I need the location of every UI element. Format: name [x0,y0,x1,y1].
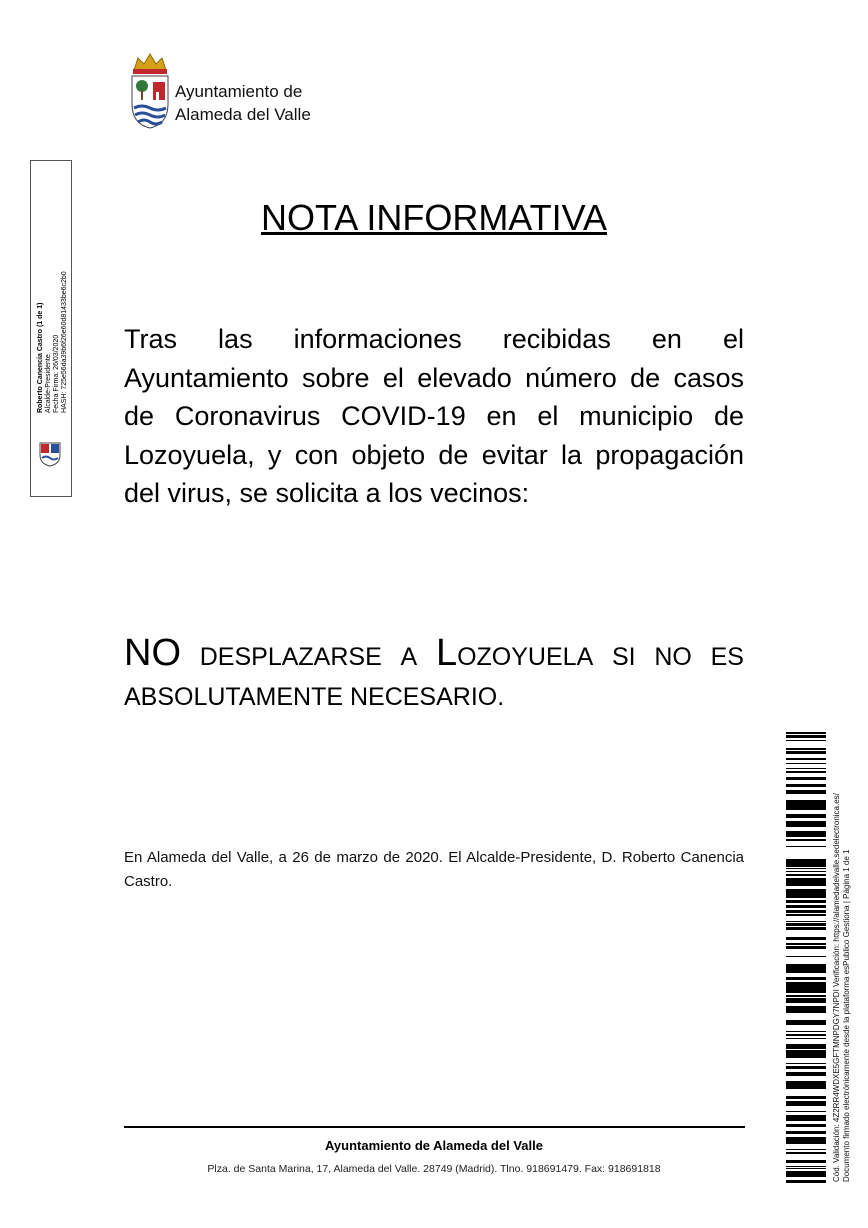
barcode-bar [786,971,826,973]
barcode-bar [786,836,826,837]
footer-address: Plza. de Santa Marina, 17, Alameda del Valle. 28749 (Madrid). Tlno. 918691479. Fax: 918691818 [207,1163,661,1175]
barcode-bar [786,758,826,760]
barcode-bar [786,1034,826,1036]
barcode-bar [786,1142,826,1144]
barcode-bar [786,968,826,971]
barcode-bar [786,1031,826,1032]
barcode-bar [786,929,826,930]
org-name-line2: Alameda del Valle [175,105,311,124]
barcode-bar [786,947,826,949]
barcode-bar [786,1116,826,1118]
barcode-bar [786,1119,826,1121]
barcode-bar [786,800,826,801]
barcode-bar [786,928,826,929]
barcode-bar [786,977,826,978]
organization-name [175,80,311,126]
emphasis-line-2: ABSOLUTAMENTE NECESARIO. [124,683,505,711]
barcode-bar [786,1180,826,1183]
barcode-bar [786,1074,826,1076]
barcode-bar [786,772,826,773]
barcode-bar [786,896,826,898]
barcode-bar [786,1087,826,1089]
barcode-bar [786,1140,826,1142]
barcode-bar [786,748,826,750]
barcode-bar [786,1131,826,1134]
barcode-bar [786,1050,826,1053]
signature-hash: HASH: 725e56da39b6f26e60d81433be6c2b0 [61,271,68,413]
verification-text [832,732,852,1182]
barcode-bar [786,889,826,891]
barcode-bar [786,1104,826,1105]
barcode-bar [786,1063,826,1064]
emphasis-word: A [400,643,418,671]
barcode-bar [786,881,826,884]
barcode-bar [786,1044,826,1046]
barcode-bar [786,824,826,826]
barcode-bar [786,768,826,769]
barcode-bar [786,777,826,780]
barcode-bar [786,814,826,817]
municipal-seal-icon [37,439,63,467]
emphasis-word: NO [124,632,181,674]
barcode-bar [786,878,826,879]
barcode-bar [786,1046,826,1049]
verification-line-2: Documento firmado electrónicamente desde la plataforma esPublico Gestiona | Página 1 de 1 [842,849,851,1182]
barcode-bar [786,1008,826,1011]
barcode-bar [786,1066,826,1069]
closing-statement: En Alameda del Valle, a 26 de marzo de 2020. El Alcalde-Presidente, D. Roberto Canencia Castro. [124,849,744,890]
emphasis-line-1 [124,632,744,682]
validation-barcode [786,732,826,1184]
barcode-bar [786,1101,826,1104]
barcode-bar [786,874,826,876]
barcode-bar [786,978,826,980]
signer-name: Roberto Canencia Castro (1 de 1) [37,302,44,413]
barcode-bar [786,956,826,957]
barcode-bar [786,1166,826,1167]
barcode-bar [786,1174,826,1177]
barcode-bar [786,826,826,827]
barcode-bar [786,834,826,836]
barcode-bar [786,1124,826,1127]
barcode-bar [786,1160,826,1163]
barcode-bar [786,1118,826,1119]
barcode-bar [786,967,826,968]
barcode-bar [786,1081,826,1082]
barcode-bar [786,1173,826,1174]
barcode-bar [786,1001,826,1003]
barcode-bar [786,860,826,862]
verification-line-1: Cód. Validación: 4Z2RR4WDXE5GFTMNPDGY7NPDI Verificación: https://alamedadelvalle.sedelectronica.es/ [832,793,841,1182]
barcode-bar [786,946,826,947]
barcode-bar [786,1139,826,1140]
barcode-bar [786,985,826,988]
body-paragraph: Tras las informaciones recibidas en el Ayuntamiento sobre el elevado número de casos de Coronavirus COVID-19 en el municipio de Lozoyuela, y con objeto de evitar la propagación del virus, se solicita a los vecinos: [124,324,744,508]
barcode-bar [786,817,826,818]
barcode-bar [786,1152,826,1153]
barcode-bar [786,1011,826,1013]
barcode-bar [786,868,826,869]
signature-date: Fecha Firma: 26/03/2020 [53,334,60,413]
barcode-bar [786,771,826,772]
barcode-bar [786,1149,826,1150]
coat-of-arms-icon [128,52,172,130]
barcode-bar [786,1038,826,1039]
barcode-bar [786,964,826,967]
barcode-bar [786,1084,826,1087]
barcode-bar [786,995,826,997]
barcode-bar [786,937,826,940]
barcode-bar [786,740,826,741]
barcode-bar [786,927,826,928]
emphasis-word-lozoyuela [436,632,593,682]
emphasis-word: SI [612,643,636,671]
barcode-bar [786,801,826,804]
barcode-bar [786,891,826,894]
barcode-bar [786,804,826,807]
footer-organization: Ayuntamiento de Alameda del Valle [325,1138,543,1153]
barcode-bar [786,831,826,834]
barcode-bar [786,982,826,985]
barcode-bar [786,989,826,990]
barcode-bar [786,923,826,926]
barcode-bar [786,988,826,989]
barcode-bar [786,737,826,738]
barcode-bar [786,792,826,794]
barcode-bar [786,990,826,993]
barcode-bar [786,1096,826,1098]
barcode-bar [786,943,826,945]
barcode-bar [786,846,826,847]
barcode-bar [786,1056,826,1058]
footer-divider [124,1126,745,1128]
barcode-bar [786,1172,826,1173]
barcode-bar [786,894,826,896]
barcode-bar [786,1153,826,1154]
barcode-bar [786,884,826,886]
barcode-bar [786,1072,826,1074]
page-title: NOTA INFORMATIVA [260,197,607,238]
barcode-bar [786,1137,826,1139]
barcode-bar [786,1168,826,1169]
barcode-bar [786,1115,826,1116]
barcode-bar [786,905,826,908]
barcode-bar [786,763,826,764]
barcode-bar [786,1022,826,1025]
barcode-bar [786,1020,826,1022]
barcode-bar [786,914,826,916]
barcode-bar [786,864,826,867]
barcode-bar [786,1098,826,1099]
barcode-bar [786,862,826,864]
barcode-bar [786,751,826,754]
barcode-bar [786,735,826,737]
barcode-bar [786,1053,826,1056]
barcode-bar [786,732,826,734]
barcode-bar [786,1111,826,1112]
barcode-bar [786,900,826,903]
barcode-bar [786,1006,826,1008]
barcode-bar [786,1171,826,1172]
barcode-bar [786,822,826,824]
barcode-bar [786,910,826,913]
org-name-line1: Ayuntamiento de [175,82,303,101]
barcode-bar [786,921,826,922]
barcode-bar [786,790,826,792]
barcode-bar [786,871,826,872]
barcode-bar [786,807,826,810]
barcode-bar [786,821,826,822]
barcode-bar [786,998,826,1001]
barcode-bar [786,859,826,860]
barcode-bar [786,839,826,841]
signer-role: Alcalde-Presidente [45,354,52,413]
barcode-bar [786,1082,826,1084]
lozoyuela-initial: L [435,632,458,674]
barcode-bar [786,1105,826,1106]
emphasis-notice [124,632,744,718]
barcode-bar [786,879,826,881]
barcode-bar [786,784,826,787]
emphasis-word: NO [654,643,692,671]
lozoyuela-rest: OZOYUELA [457,643,594,671]
emphasis-word: DESPLAZARSE [199,643,382,671]
emphasis-word: ES [710,643,744,671]
